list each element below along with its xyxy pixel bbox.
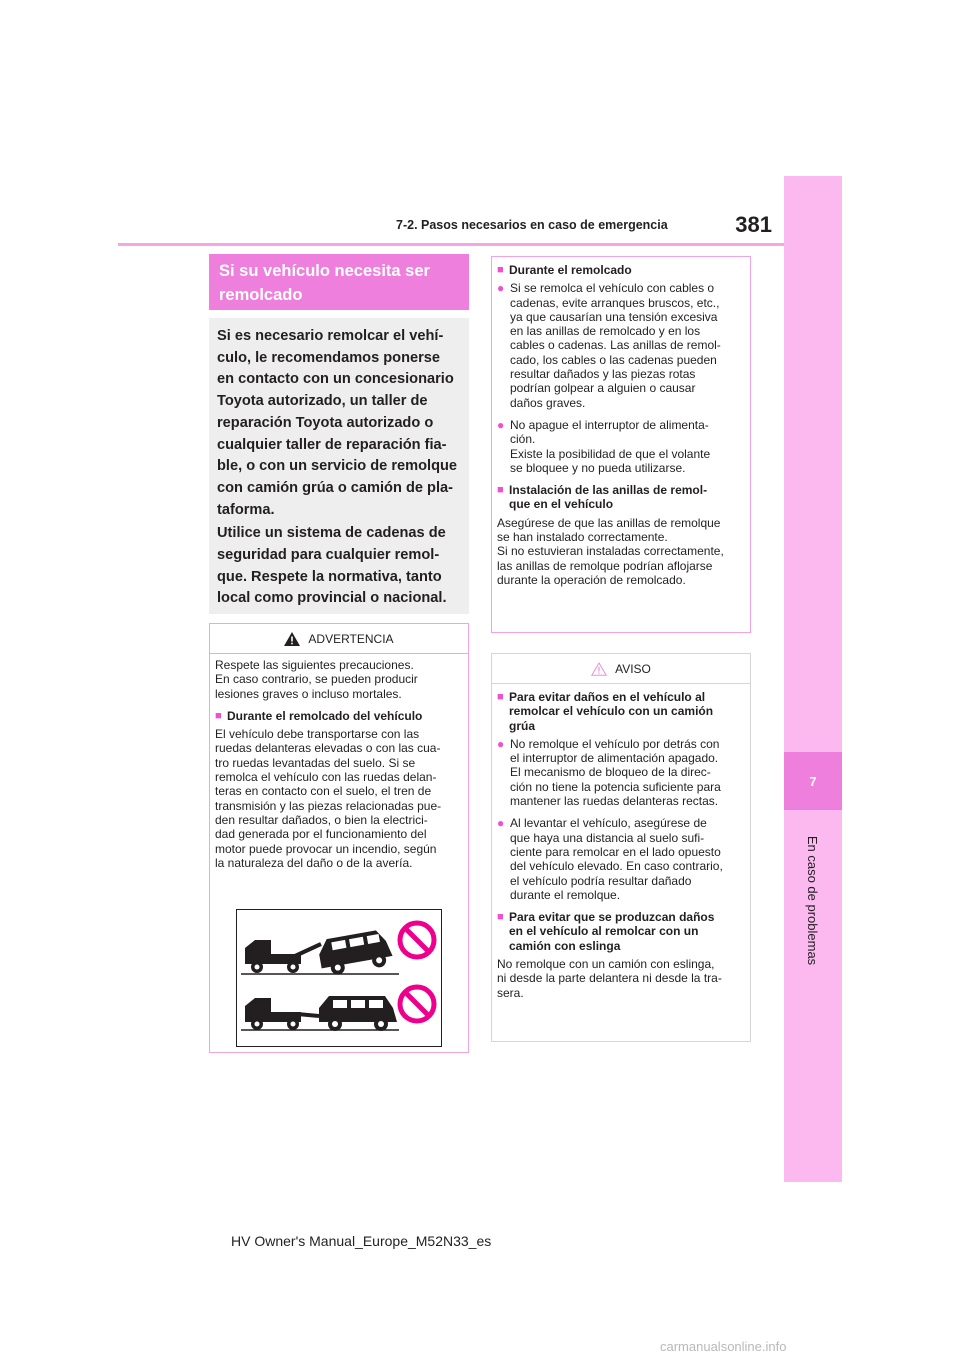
notice-sub2-text: No remolque con un camión con eslinga, ni desde la parte delantera ni desde la tra- sera. xyxy=(497,957,722,1000)
towing-eyelet-subheading xyxy=(497,483,745,512)
round-bullet-icon: ● xyxy=(497,417,505,432)
header-rule xyxy=(118,243,784,246)
chapter-label xyxy=(788,820,838,980)
section-heading: Si su vehículo necesita ser remolcado xyxy=(209,254,469,310)
intro-paragraph-1: Si es necesario remolcar el vehí- culo, le recomendamos ponerse en contacto con un concesionario Toyota autorizado, un taller de reparación Toyota autorizado o cualquier taller de reparación fia- ble, o con un servicio de remolque con camión grúa o camión de pla- taforma. xyxy=(217,328,458,518)
towing-subheading-text: Durante el remolcado xyxy=(509,263,632,277)
square-bullet-icon: ■ xyxy=(497,691,504,703)
warning-box-title: ADVERTENCIA xyxy=(308,631,394,646)
square-bullet-icon: ■ xyxy=(215,709,222,722)
notice-subheading-1-text: Para evitar daños en el vehículo al remolcar el vehículo con un camión grúa xyxy=(509,690,714,733)
square-bullet-icon: ■ xyxy=(497,911,504,924)
notice-box-title: AVISO xyxy=(615,661,651,676)
prohibited-sign-lower-icon xyxy=(400,987,434,1021)
warning-box-continued-body xyxy=(492,257,750,587)
square-bullet-icon: ■ xyxy=(497,484,504,497)
prohibited-sign-upper-icon xyxy=(400,923,434,957)
bullet-item-text: Si se remolca el vehículo con cables o cadenas, evite arranques bruscos, etc., ya que causarían una tensión excesiva en las anillas de remolcado y en los cables o cadenas. Las anillas de remol- cado, los cables o las cadenas pueden resultar dañados y las piezas rotas podrían golpear a alguien o causar daños graves. xyxy=(510,281,721,410)
bullet-item xyxy=(497,281,745,410)
warning-box-body xyxy=(210,654,468,870)
notice-box-body xyxy=(492,684,750,1000)
notice-subheading-2 xyxy=(497,910,745,953)
notice-triangle-icon xyxy=(591,662,607,676)
round-bullet-icon: ● xyxy=(497,281,505,296)
car-towed-icon xyxy=(319,996,397,1031)
intro-paragraph-2: Utilice un sistema de cadenas de seguridad para cualquier remol- que. Respete la normativa, tanto local como provincial o nacional. xyxy=(217,525,447,607)
notice-subheading-1 xyxy=(497,690,745,733)
bullet-item xyxy=(497,816,745,902)
bullet-item-text: No remolque el vehículo por detrás con el interruptor de alimentación apagado. El mecanismo de bloqueo de la direc- ción no tiene la potencia suficiente para mantener las ruedas delanteras rectas. xyxy=(510,736,721,809)
chapter-number: 7 xyxy=(784,752,842,810)
warning-sub1-text: El vehículo debe transportarse con las ruedas delanteras elevadas o con las cua- tro ruedas levantadas del suelo. Si se remolca el vehículo con las ruedas delan- teras en contacto con el suelo, el tren de transmisión y las piezas relacionadas pue- den resultar dañados, o bien la electrici- dad generada por el funcionamiento del motor puede provocar un incendio, según la naturaleza del daño o de la avería. xyxy=(215,727,442,870)
chapter-side-tab xyxy=(784,176,842,1182)
car-lifted-icon xyxy=(317,928,394,977)
chapter-label-text: En caso de problemas xyxy=(805,835,821,965)
bullet-item xyxy=(497,737,745,808)
notice-subheading-2-text: Para evitar que se produzcan daños en el vehículo al remolcar con un camión con eslinga xyxy=(509,910,715,953)
page-number: 381 xyxy=(735,212,772,237)
warning-box-header xyxy=(210,624,468,654)
towing-eyelet-text: Asegúrese de que las anillas de remolque se han instalado correctamente. Si no estuvieran instaladas correctamente, las anillas de remolque podrían aflojarse durante la operación de remolcado. xyxy=(497,515,724,587)
towing-eyelet-subheading-text: Instalación de las anillas de remol- que en el vehículo xyxy=(509,483,708,512)
towing-illustration xyxy=(236,909,442,1047)
warning-subheading xyxy=(215,709,463,723)
section-title: 7-2. Pasos necesarios en caso de emergencia xyxy=(396,218,668,232)
bullet-item-text: Al levantar el vehículo, asegúrese de que haya una distancia al suelo sufi- ciente para remolcar en el lado opuesto del vehículo elevado. En caso contrario, el vehículo podría resultar dañado durante el remolque. xyxy=(510,816,723,902)
bullet-item xyxy=(497,418,745,475)
notice-box xyxy=(491,653,751,1042)
bullet-item-text: No apague el interruptor de alimenta- ción. Existe la posibilidad de que el volante se bloquee y no pueda utilizarse. xyxy=(510,417,711,475)
warning-triangle-icon xyxy=(284,632,300,646)
towing-subheading xyxy=(497,263,745,277)
warning-intro: Respete las siguientes precauciones. En caso contrario, se pueden producir lesiones graves o incluso mortales. xyxy=(215,658,418,701)
intro-box xyxy=(209,318,469,614)
notice-box-header xyxy=(492,654,750,684)
warning-box-continued xyxy=(491,256,751,633)
round-bullet-icon: ● xyxy=(497,816,505,831)
watermark: carmanualsonline.info xyxy=(660,1339,787,1354)
towing-illustration-drawing xyxy=(237,910,441,1046)
round-bullet-icon: ● xyxy=(497,736,505,751)
manual-footer: HV Owner's Manual_Europe_M52N33_es xyxy=(231,1233,492,1249)
warning-subheading-text: Durante el remolcado del vehículo xyxy=(227,708,423,723)
square-bullet-icon: ■ xyxy=(497,264,504,276)
